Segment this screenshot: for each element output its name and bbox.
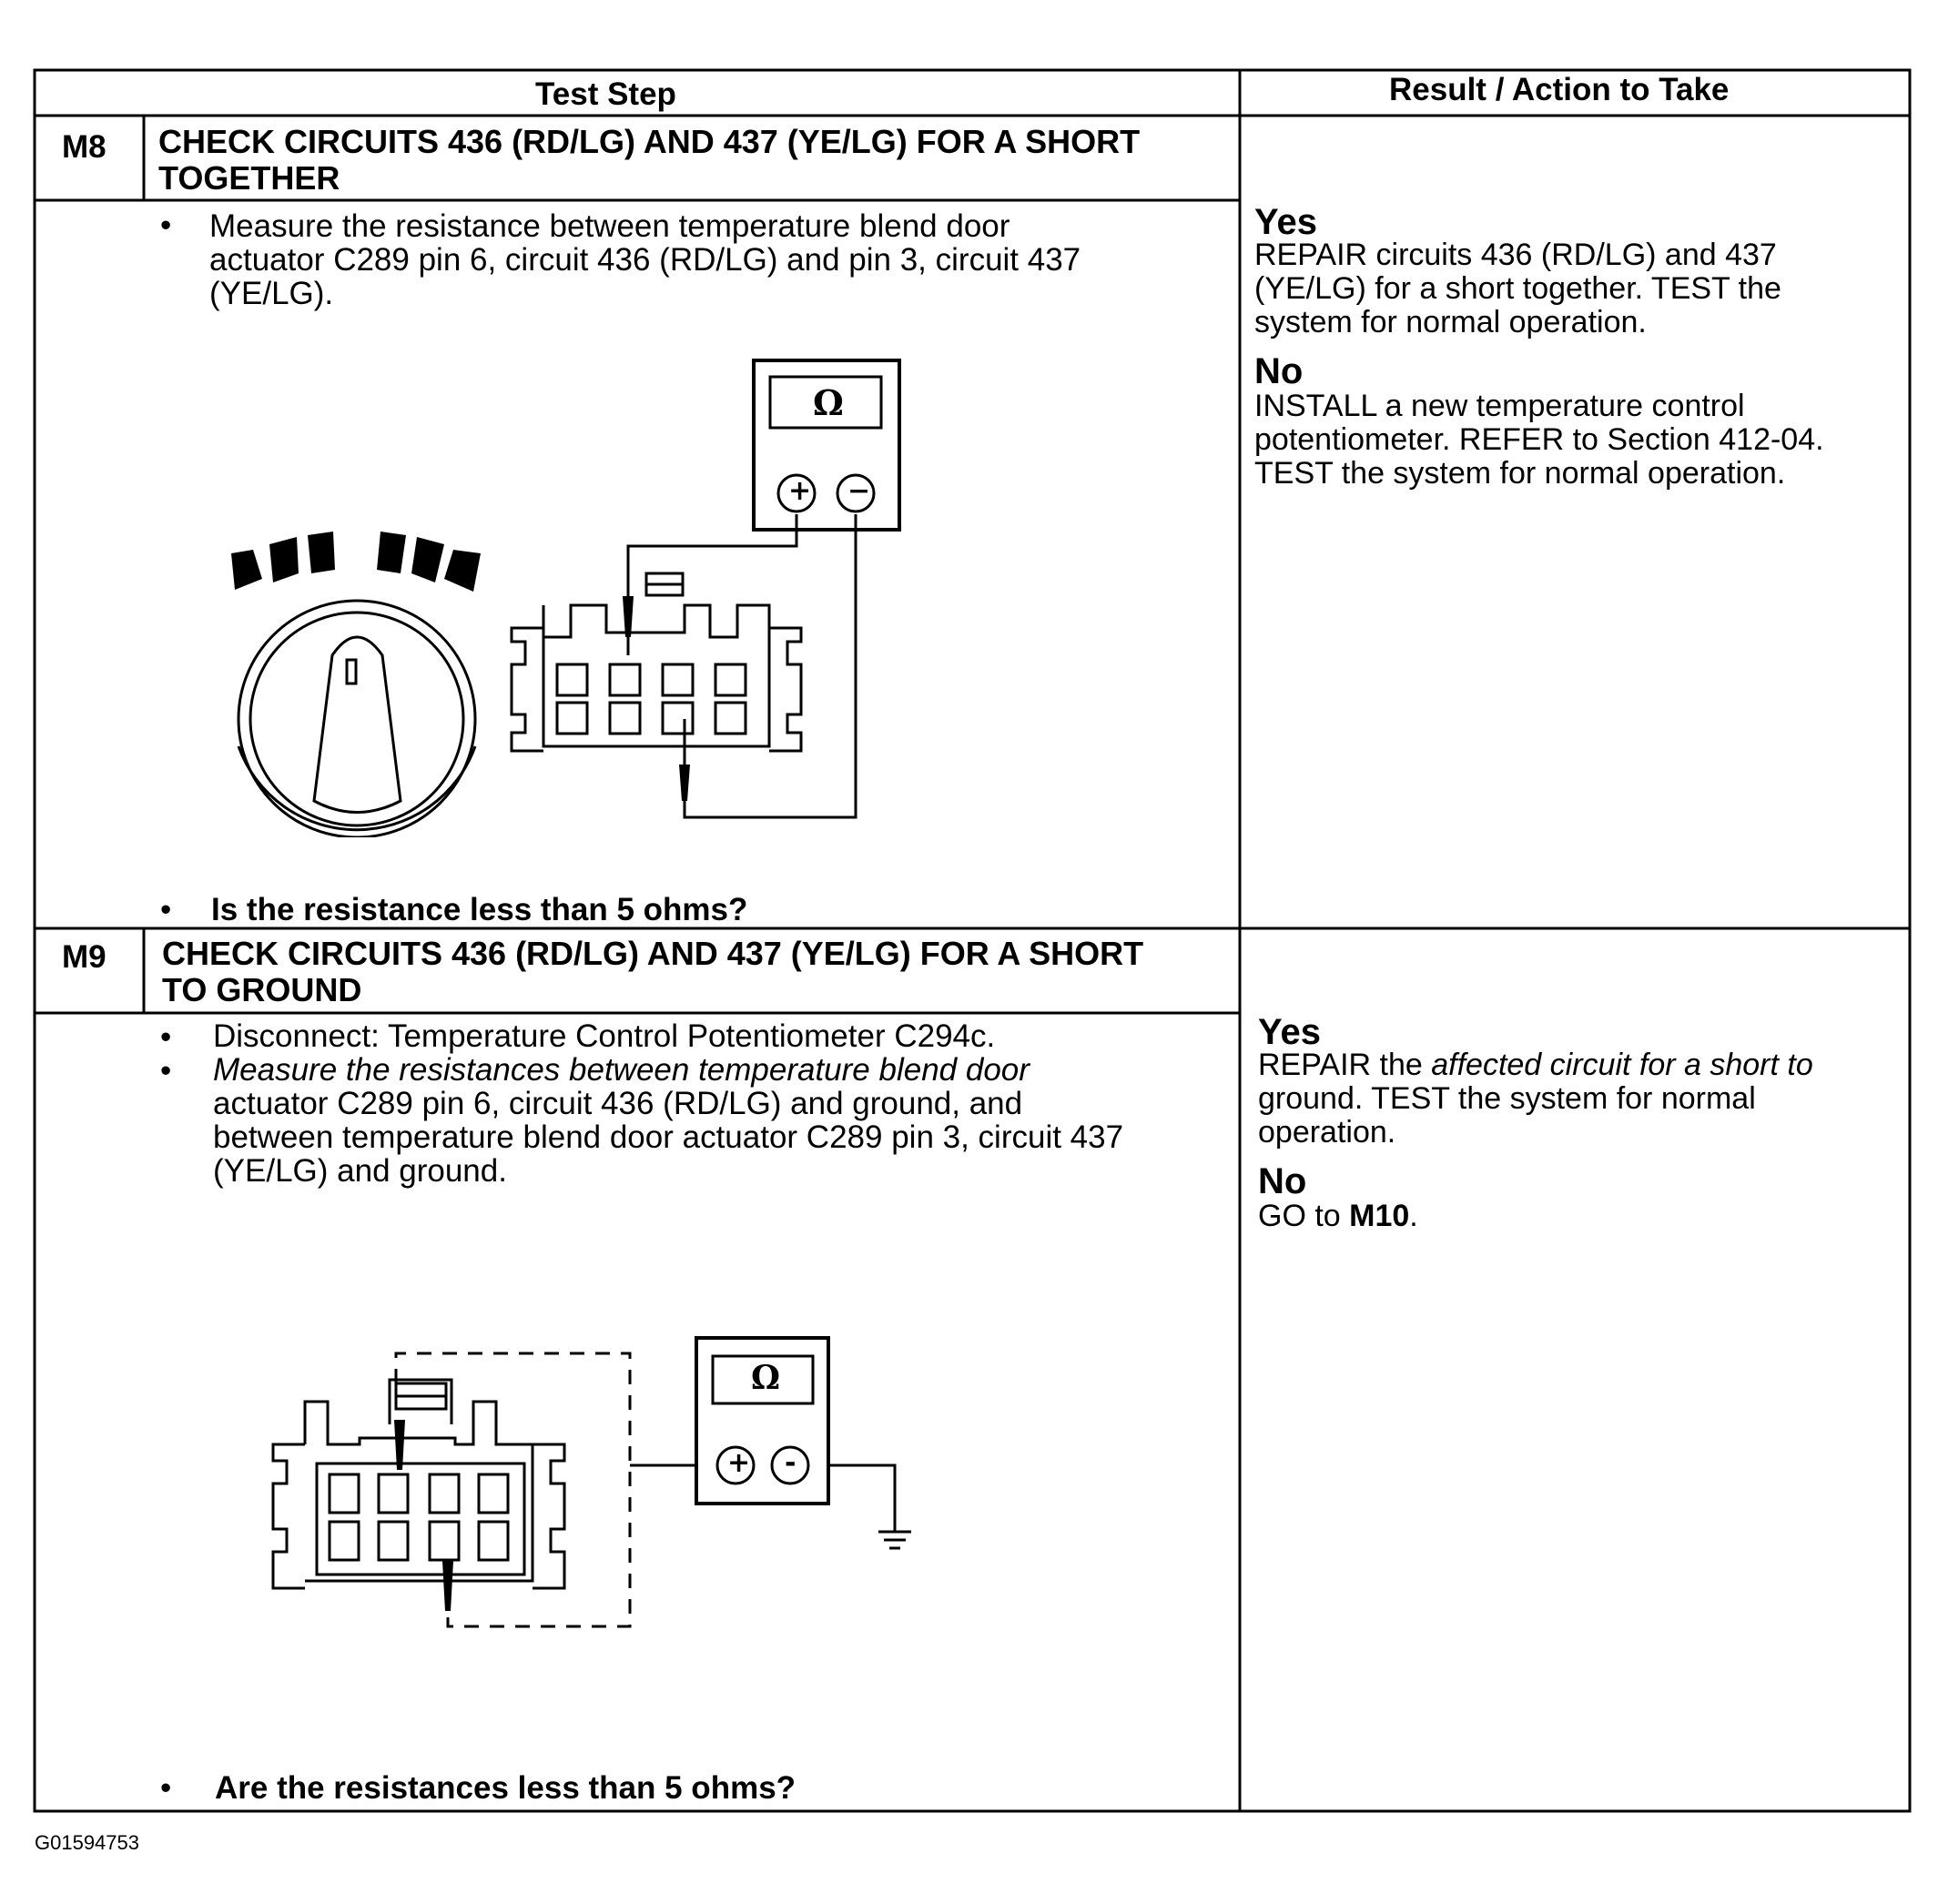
m9-title-line2: TO GROUND xyxy=(162,971,362,1008)
m9-meter-plus: + xyxy=(727,1447,751,1479)
header-test-step: Test Step xyxy=(535,76,676,112)
m8-yes-line3: system for normal operation. xyxy=(1254,305,1647,339)
m8-title-line2: TOGETHER xyxy=(158,159,340,197)
header-result-action: Result / Action to Take xyxy=(1389,72,1730,107)
m9-instruction-line4: between temperature blend door actuator C289 pin 3, circuit 437 xyxy=(213,1119,1124,1155)
m8-title-line1: CHECK CIRCUITS 436 (RD/LG) AND 437 (YE/LG) FOR A SHORT xyxy=(158,123,1141,160)
m8-question-bullet: • xyxy=(160,892,172,927)
m8-step-id: M8 xyxy=(62,129,107,165)
m10-reference: M10 xyxy=(1349,1199,1410,1233)
m8-yes-line2: (YE/LG) for a short together. TEST the xyxy=(1254,271,1781,306)
m9-yes-label: Yes xyxy=(1258,1012,1321,1052)
connector-c289 xyxy=(512,573,801,751)
m9-instruction-line2: Measure the resistances between temperature blend door xyxy=(213,1052,1030,1088)
arrow-left-head xyxy=(231,550,262,590)
m9-no-line1: GO to M10. xyxy=(1258,1199,1418,1233)
m8-question: Is the resistance less than 5 ohms? xyxy=(211,892,748,927)
rotation-arrows xyxy=(231,532,481,592)
m8-bullet: • xyxy=(160,208,172,243)
control-knob xyxy=(238,601,475,837)
m8-meter-minus: − xyxy=(847,475,871,507)
m8-meter-plus: + xyxy=(788,475,812,507)
m8-no-line2: potentiometer. REFER to Section 412-04. xyxy=(1254,422,1824,457)
m9-diagram xyxy=(255,1329,947,1656)
m8-no-label: No xyxy=(1254,351,1304,391)
m9-dashed-jumper xyxy=(396,1353,630,1626)
m8-probes xyxy=(623,596,690,801)
m9-bullet-2: • xyxy=(160,1053,172,1089)
m9-title-line1: CHECK CIRCUITS 436 (RD/LG) AND 437 (YE/LG) FOR A SHORT xyxy=(162,935,1144,972)
m8-yes-label: Yes xyxy=(1254,202,1317,242)
m8-instruction-line1: Measure the resistance between temperature blend door xyxy=(209,208,1010,244)
m9-instruction-line1: Disconnect: Temperature Control Potentiometer C294c. xyxy=(213,1018,996,1054)
m9-bullet-1: • xyxy=(160,1019,172,1055)
m9-instruction-line5: (YE/LG) and ground. xyxy=(213,1153,507,1189)
m9-question-bullet: • xyxy=(160,1770,172,1806)
m8-meter-ohm-symbol: Ω xyxy=(813,382,844,423)
m9-yes-line3: operation. xyxy=(1258,1115,1396,1149)
m9-meter-minus: - xyxy=(785,1447,797,1479)
m9-no-label: No xyxy=(1258,1161,1307,1201)
m9-meter-ohm-symbol: Ω xyxy=(751,1359,781,1397)
figure-id: G01594753 xyxy=(35,1831,139,1854)
m8-instruction-line3: (YE/LG). xyxy=(209,276,334,311)
m8-yes-line1: REPAIR circuits 436 (RD/LG) and 437 xyxy=(1254,238,1777,272)
m8-no-line1: INSTALL a new temperature control xyxy=(1254,389,1745,423)
connector-c289-m9 xyxy=(273,1380,564,1588)
m8-instruction-line2: actuator C289 pin 6, circuit 436 (RD/LG) and pin 3, circuit 437 xyxy=(209,242,1081,278)
m9-yes-line1: REPAIR the affected circuit for a short to xyxy=(1258,1048,1813,1082)
m9-question: Are the resistances less than 5 ohms? xyxy=(215,1770,797,1806)
m8-no-line3: TEST the system for normal operation. xyxy=(1254,456,1786,491)
arrow-right-head xyxy=(444,550,481,592)
m9-step-id: M9 xyxy=(62,939,107,975)
m9-instruction-line3: actuator C289 pin 6, circuit 436 (RD/LG) and ground, and xyxy=(213,1086,1023,1121)
m9-yes-line2: ground. TEST the system for normal xyxy=(1258,1081,1756,1116)
